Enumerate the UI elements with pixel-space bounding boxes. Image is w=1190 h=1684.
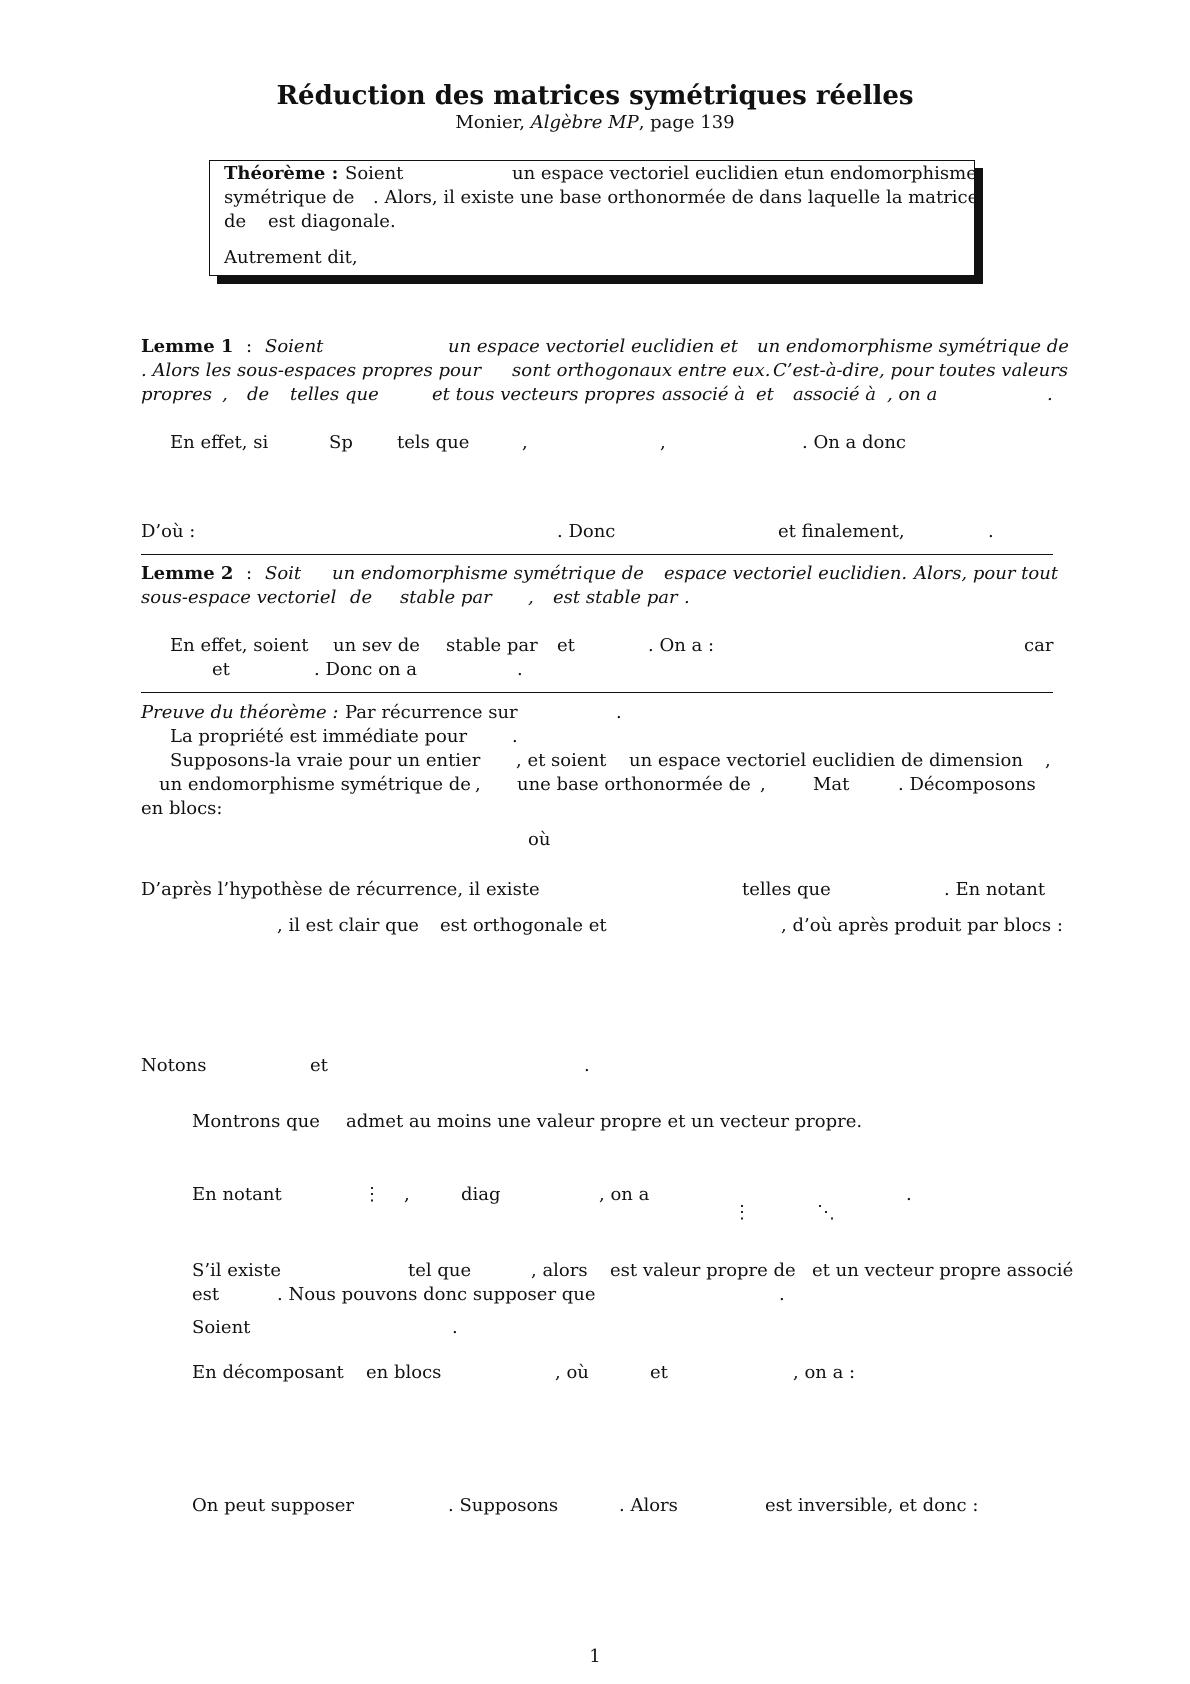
proof-text: et <box>212 659 230 680</box>
lemma-text: propres <box>141 384 212 405</box>
proof-text: . En notant <box>944 879 1046 900</box>
lemma-text: stable par <box>400 587 492 608</box>
proof-text: et <box>557 635 575 656</box>
proof-text: . <box>512 726 518 747</box>
proof-text: et finalement, <box>778 521 905 542</box>
lemma-text: , <box>222 384 228 405</box>
lemma-text: espace vectoriel euclidien. <box>664 563 908 584</box>
proof-text: Par récurrence sur <box>345 702 518 723</box>
proof-text: est <box>192 1284 220 1305</box>
theorem-text: dans laquelle la matrice <box>759 187 979 208</box>
lemma-text: et tous vecteurs propres <box>432 384 656 405</box>
page-number: 1 <box>589 1646 601 1667</box>
proof-text: en blocs <box>366 1362 442 1383</box>
lemma-text: un endomorphisme symétrique de <box>332 563 644 584</box>
proof-text: En effet, si <box>170 432 269 453</box>
lemma-text: un espace vectoriel euclidien et <box>448 336 738 357</box>
subtitle-book: Algèbre MP <box>530 112 639 133</box>
lemma-text: Alors, pour tout <box>914 563 1059 584</box>
proof-text: , où <box>555 1362 589 1383</box>
proof-text: , alors <box>531 1260 588 1281</box>
proof-text: Supposons-la vraie pour un entier <box>170 750 481 771</box>
proof-text: . <box>779 1284 785 1305</box>
proof-text: stable par <box>446 635 538 656</box>
proof-text: tels que <box>397 432 470 453</box>
theorem-text: Autrement dit, <box>224 247 358 268</box>
theorem-text: est diagonale. <box>268 211 396 232</box>
page-subtitle <box>0 112 1190 134</box>
lemma-text: associé à <box>793 384 876 405</box>
theorem-text: de <box>224 211 247 232</box>
proof-text: , on a <box>599 1184 650 1205</box>
proof-text: un sev de <box>333 635 420 656</box>
ddots-symbol: ⋱ <box>817 1202 835 1223</box>
theorem-text: . Alors, il existe une base orthonormée de <box>373 187 754 208</box>
lemma-2-label: Lemme 2 <box>141 563 234 584</box>
proof-text: , <box>760 774 766 795</box>
theorem-text: un espace vectoriel euclidien et <box>512 163 802 184</box>
lemma-text: : <box>246 336 253 357</box>
proof-text: Sp <box>329 432 353 453</box>
proof-label: Preuve du théorème : <box>141 702 339 723</box>
proof-text: tel que <box>408 1260 472 1281</box>
proof-text: et <box>650 1362 668 1383</box>
lemma-text: est stable par <box>553 587 678 608</box>
proof-text: et un vecteur propre associé <box>812 1260 1074 1281</box>
lemma-text: sous-espace vectoriel <box>141 587 337 608</box>
lemma-text: de <box>350 587 373 608</box>
theorem-label: Théorème : <box>224 163 339 184</box>
lemma-text: , on a <box>887 384 938 405</box>
theorem-text: symétrique de <box>224 187 355 208</box>
proof-text: D’après l’hypothèse de récurrence, il existe <box>141 879 540 900</box>
proof-text: en blocs: <box>141 798 223 819</box>
lemma-text: . Alors les sous-espaces propres pour <box>141 360 482 381</box>
lemma-text: associé à <box>662 384 745 405</box>
proof-text: . <box>616 702 622 723</box>
proof-text: . <box>584 1055 590 1076</box>
proof-text: En décomposant <box>192 1362 344 1383</box>
proof-text: La propriété est immédiate pour <box>170 726 468 747</box>
lemma-text: de <box>247 384 270 405</box>
proof-text: admet au moins une valeur propre et un vecteur propre. <box>346 1111 863 1132</box>
proof-text: , d’où après produit par blocs : <box>781 915 1063 936</box>
vdots-symbol: ⋮ <box>733 1202 751 1223</box>
divider <box>141 692 1053 693</box>
proof-text: . Supposons <box>448 1495 559 1516</box>
theorem-text: Soient <box>345 163 404 184</box>
proof-text: , <box>660 432 666 453</box>
proof-text: . <box>988 521 994 542</box>
proof-text: . <box>517 659 523 680</box>
lemma-text: Soient <box>265 336 324 357</box>
lemma-text: , <box>528 587 534 608</box>
proof-text: , <box>1045 750 1051 771</box>
lemma-text: . <box>684 587 690 608</box>
proof-text: , il est clair que <box>277 915 419 936</box>
proof-text: un endomorphisme symétrique de <box>159 774 471 795</box>
proof-text: un espace vectoriel euclidien de dimension <box>629 750 1023 771</box>
proof-text: . Donc <box>557 521 616 542</box>
proof-text: , <box>404 1184 410 1205</box>
proof-text: est valeur propre de <box>610 1260 796 1281</box>
proof-text: On peut supposer <box>192 1495 354 1516</box>
proof-text: D’où : <box>141 521 196 542</box>
lemma-text: sont orthogonaux entre eux. <box>512 360 771 381</box>
lemma-text: C’est-à-dire, pour toutes valeurs <box>773 360 1069 381</box>
proof-text: . On a : <box>648 635 715 656</box>
proof-text: telles que <box>742 879 831 900</box>
lemma-text: telles que <box>290 384 379 405</box>
lemma-text: Soit <box>265 563 302 584</box>
proof-text: En notant <box>192 1184 282 1205</box>
proof-text: Montrons que <box>192 1111 320 1132</box>
proof-text: . <box>906 1184 912 1205</box>
vdots-symbol: ⋮ <box>363 1184 381 1205</box>
proof-text: . Nous pouvons donc supposer que <box>277 1284 596 1305</box>
proof-text: , on a : <box>793 1362 856 1383</box>
proof-text: Soient <box>192 1317 251 1338</box>
subtitle-page: , page 139 <box>638 112 735 133</box>
proof-text: S’il existe <box>192 1260 281 1281</box>
proof-text: est inversible, et donc : <box>765 1495 979 1516</box>
proof-text: , et soient <box>516 750 607 771</box>
proof-text: . <box>452 1317 458 1338</box>
proof-text: , <box>475 774 481 795</box>
lemma-text: un endomorphisme symétrique de <box>757 336 1069 357</box>
proof-text: car <box>1024 635 1054 656</box>
proof-text: . On a donc <box>802 432 907 453</box>
page-title: Réduction des matrices symétriques réelles <box>276 81 914 111</box>
proof-text: . Donc on a <box>314 659 417 680</box>
proof-text: diag <box>461 1184 501 1205</box>
proof-text: Notons <box>141 1055 207 1076</box>
lemma-text: et <box>756 384 774 405</box>
proof-text: est orthogonale et <box>440 915 607 936</box>
lemma-text: . <box>1047 384 1053 405</box>
proof-text: . Alors <box>619 1495 678 1516</box>
proof-text: , <box>522 432 528 453</box>
proof-text: où <box>528 829 551 850</box>
theorem-text: un endomorphisme <box>801 163 977 184</box>
lemma-1-label: Lemme 1 <box>141 336 234 357</box>
divider <box>141 554 1053 555</box>
proof-text: . Décomposons <box>898 774 1036 795</box>
lemma-text: : <box>246 563 253 584</box>
proof-text: En effet, soient <box>170 635 309 656</box>
subtitle-author: Monier, <box>455 112 531 133</box>
proof-text: et <box>310 1055 328 1076</box>
proof-text: Mat <box>813 774 850 795</box>
proof-text: une base orthonormée de <box>517 774 751 795</box>
